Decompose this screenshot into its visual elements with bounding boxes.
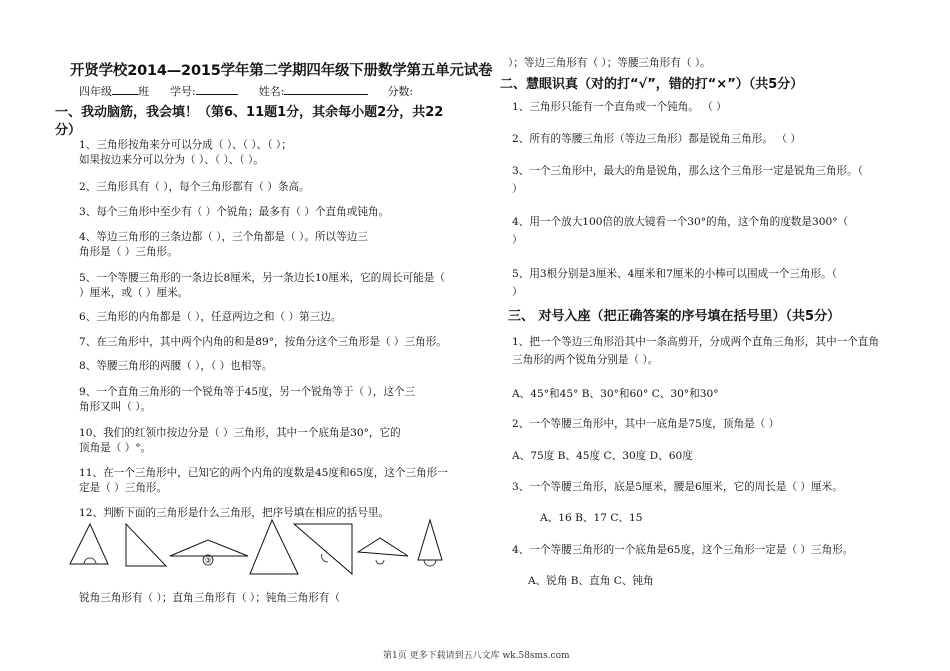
mc-question-2: 2、一个等腰三角形中，其中一底角是75度，顶角是（ ） bbox=[512, 418, 780, 430]
mc-question-4: 4、一个等腰三角形的一个底角是65度，这个三角形一定是（ ）三角形。 bbox=[512, 544, 854, 556]
question-1a: 1、三角形按角来分可以分成（ ）、（ ）、（ ）； bbox=[79, 139, 292, 151]
question-12: 12、判断下面的三角形是什么三角形，把序号填在相应的括号里。 bbox=[79, 507, 390, 519]
triangle-2 bbox=[126, 524, 166, 566]
question-7: 7、在三角形中，其中两个内角的和是89°，按角分这个三角形是（ ）三角形。 bbox=[79, 336, 447, 348]
triangle-figures bbox=[62, 518, 457, 578]
question-11b: 定是（ ）三角形。 bbox=[79, 482, 168, 494]
question-5b: ）厘米，或（ ）厘米。 bbox=[79, 287, 189, 299]
question-4b: 角形是（ ）三角形。 bbox=[79, 246, 178, 258]
triangle-3 bbox=[170, 540, 248, 556]
triangle-4 bbox=[250, 520, 298, 574]
mc-question-1-options: A、45°和45° B、30°和60° C、30°和30° bbox=[512, 388, 719, 400]
class-fill[interactable] bbox=[112, 83, 138, 95]
question-6: 6、三角形的内角都是（ ），任意两边之和（ ）第三边。 bbox=[79, 311, 342, 323]
fig-label-3: ③ bbox=[204, 556, 212, 565]
question-9b: 角形又叫（ ）。 bbox=[79, 401, 152, 413]
answer-line-classify: 锐角三角形有（ ）；直角三角形有（ ）；钝角三角形有（ bbox=[79, 592, 340, 604]
tf-question-2: 2、所有的等腰三角形（等边三角形）都是锐角三角形。 （ ） bbox=[512, 133, 801, 145]
tf-question-1: 1、三角形只能有一个直角或一个钝角。 （ ） bbox=[512, 101, 727, 113]
question-10b: 顶角是（ ）°。 bbox=[79, 442, 152, 454]
class-label: 班 bbox=[138, 85, 149, 98]
mc-question-1b: 三角形的两个锐角分别是（ ）。 bbox=[512, 354, 659, 366]
triangle-7-mark bbox=[424, 560, 436, 566]
section-1-heading: 一、我动脑筋，我会填！（第6、11题1分，其余每小题2分，共22 bbox=[55, 105, 444, 120]
student-info-line bbox=[79, 83, 413, 99]
grade-label: 四年级 bbox=[79, 85, 112, 98]
triangle-6-mark bbox=[376, 560, 384, 564]
tf-question-4b: ） bbox=[512, 234, 523, 246]
tf-question-5b: ） bbox=[512, 286, 523, 298]
tf-question-3b: ） bbox=[512, 183, 523, 195]
section-2-heading: 二、慧眼识真（对的打“√”，错的打“×”）（共5分） bbox=[500, 77, 804, 92]
section-3-heading: 三、 对号入座（把正确答案的序号填在括号里）（共5分） bbox=[508, 309, 841, 324]
question-8: 8、等腰三角形的两腰（ ），（ ）也相等。 bbox=[79, 360, 273, 372]
name-label: 姓名: bbox=[258, 85, 285, 98]
triangle-5-mark bbox=[322, 554, 328, 562]
tf-question-4a: 4、用一个放大100倍的放大镜看一个30°的角，这个角的度数是300°（ bbox=[512, 216, 849, 228]
question-9a: 9、一个直角三角形的一个锐角等于45度，另一个锐角等于（ ），这个三 bbox=[79, 386, 416, 398]
tf-question-5a: 5、用3根分别是3厘米、4厘米和7厘米的小棒可以围成一个三角形。（ bbox=[512, 268, 838, 280]
mc-question-2-options: A、75度 B、45度 C、30度 D、60度 bbox=[512, 450, 693, 462]
question-3: 3、每个三角形中至少有（ ）个锐角；最多有（ ）个直角或钝角。 bbox=[79, 206, 390, 218]
exam-title: 开贤学校2014—2015学年第二学期四年级下册数学第五单元试卷 bbox=[70, 63, 493, 79]
number-label: 学号: bbox=[170, 85, 196, 98]
classify-continuation: ）；等边三角形有（ ）；等腰三角形有（ ）。 bbox=[508, 57, 711, 69]
triangle-6 bbox=[358, 538, 408, 556]
question-10a: 10、我们的红领巾按边分是（ ）三角形，其中一个底角是30°，它的 bbox=[79, 427, 401, 439]
question-2: 2、三角形具有（ ），每个三角形都有（ ）条高。 bbox=[79, 181, 310, 193]
triangle-7 bbox=[418, 520, 442, 560]
page-footer: 第1页 更多下载请到五八文库 wk.58sms.com bbox=[383, 651, 570, 661]
mc-question-3-options: A、16 B、17 C、15 bbox=[540, 512, 643, 524]
question-5a: 5、一个等腰三角形的一条边长8厘米，另一条边长10厘米，它的周长可能是（ bbox=[79, 272, 445, 284]
triangle-1-mark bbox=[84, 558, 96, 564]
question-1b: 如果按边来分可以分为（ ）、（ ）、（ ）。 bbox=[79, 154, 264, 166]
question-11a: 11、在一个三角形中，已知它的两个内角的度数是45度和65度，这个三角形一 bbox=[79, 467, 448, 479]
mc-question-4-options: A、锐角 B、直角 C、钝角 bbox=[528, 575, 654, 587]
mc-question-1a: 1、把一个等边三角形沿其中一条高剪开，分成两个直角三角形，其中一个直角 bbox=[512, 336, 879, 348]
mc-question-3: 3、一个等腰三角形，底是5厘米，腰是6厘米，它的周长是（ ）厘米。 bbox=[512, 481, 843, 493]
triangle-5 bbox=[294, 524, 352, 574]
score-label: 分数: bbox=[387, 85, 414, 98]
name-fill[interactable] bbox=[284, 83, 368, 95]
number-fill[interactable] bbox=[196, 83, 238, 95]
tf-question-3a: 3、一个三角形中，最大的角是锐角，那么这个三角形一定是锐角三角形。（ bbox=[512, 165, 864, 177]
question-4a: 4、等边三角形的三条边都（ ），三个角都是（ ）。所以等边三 bbox=[79, 231, 368, 243]
section-1-heading-cont: 分） bbox=[55, 123, 82, 138]
